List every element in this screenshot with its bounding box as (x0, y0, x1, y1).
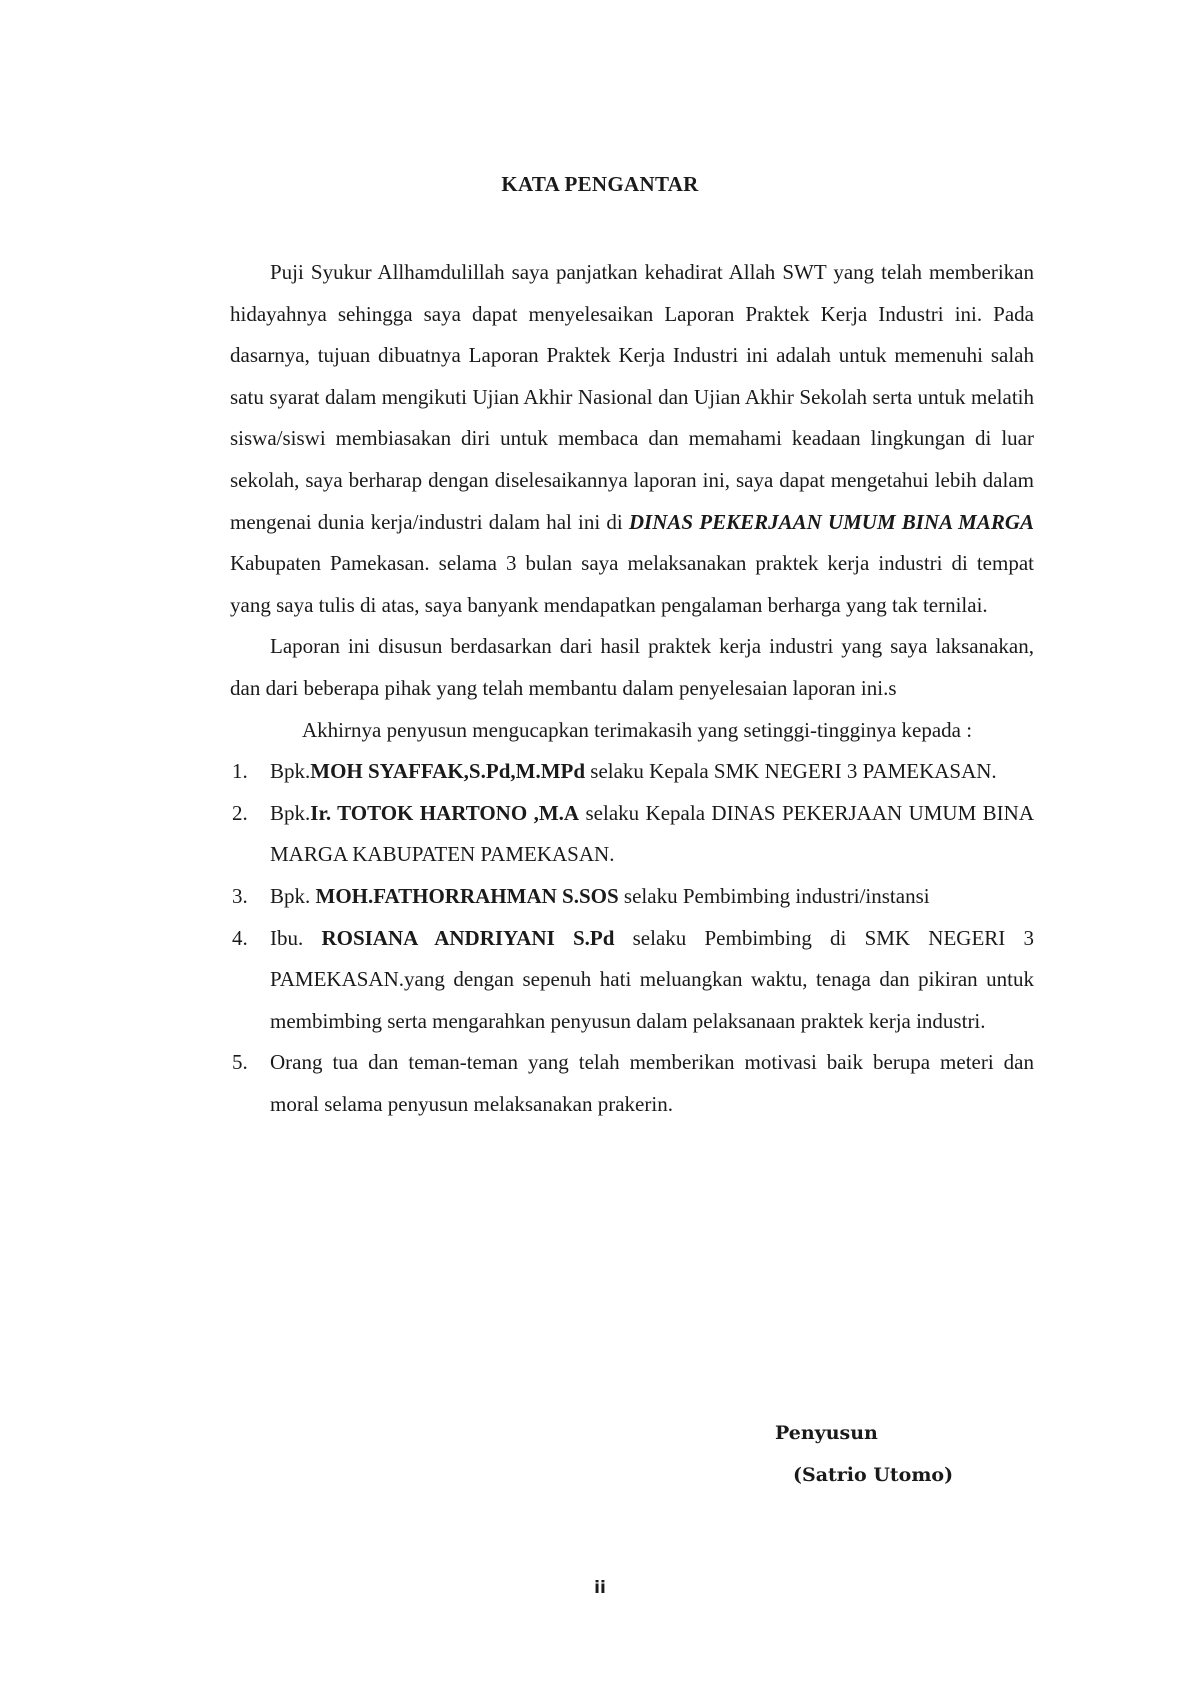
paragraph-intro-tail: Kabupaten Pamekasan. selama 3 bulan saya melaksanakan praktek kerja industri di tempat yang saya tulis di atas, saya banyank mendapatkan pengalaman berharga yang tak ternilai. (230, 551, 1034, 617)
list-item-text: Orang tua dan teman-teman yang telah memberikan motivasi baik berupa meteri dan moral selama penyusun melaksanakan prakerin. (270, 1050, 1034, 1116)
page-number: ii (594, 1578, 606, 1598)
organization-name: DINAS PEKERJAAN UMUM BINA MARGA (628, 509, 1035, 534)
document-body (230, 252, 1034, 1125)
thanks-list (230, 751, 1034, 1125)
list-item (230, 918, 1034, 1043)
signature-name: (Satrio Utomo) (793, 1464, 954, 1486)
list-item-number: 2. (232, 800, 248, 825)
paragraph-basis: Laporan ini disusun berdasarkan dari hasil praktek kerja industri yang saya laksanakan, dan dari beberapa pihak yang telah membantu dalam penyelesaian laporan ini.s (230, 634, 1034, 700)
list-item-prefix: Ibu. (270, 925, 322, 950)
list-item-person: ROSIANA ANDRIYANI S.Pd (321, 925, 615, 950)
list-item-number: 3. (232, 883, 248, 908)
list-item-person: MOH SYAFFAK,S.Pd,M.MPd (310, 759, 586, 784)
list-item-role: selaku Kepala SMK NEGERI 3 PAMEKASAN. (585, 759, 997, 784)
list-item-role: selaku Pembimbing industri/instansi (618, 883, 930, 908)
list-item-number: 4. (232, 925, 248, 950)
paragraph-intro-text: Puji Syukur Allhamdulillah saya panjatkan kehadirat Allah SWT yang telah memberikan hidayahnya sehingga saya dapat menyelesaikan Laporan Praktek Kerja Industri ini. Pada dasarnya, tujuan dibuatnya Laporan Praktek Kerja Industri ini adalah untuk memenuhi salah satu syarat dalam mengikuti Ujian Akhir Nasional dan Ujian Akhir Sekolah serta untuk melatih siswa/siswi membiasakan diri untuk membaca dan memahami keadaan lingkungan di luar sekolah, saya berharap dengan diselesaikannya laporan ini, saya dapat mengetahui lebih dalam mengenai dunia kerja/industri dalam hal ini di (230, 260, 1034, 534)
list-item-prefix: Bpk. (270, 883, 316, 908)
list-item (230, 793, 1034, 876)
signature-label: Penyusun (775, 1422, 878, 1444)
list-item-role: selaku Kepala DINAS PEKERJAAN UMUM BINA MARGA KABUPATEN PAMEKASAN. (270, 800, 1034, 867)
list-item-role: selaku Pembimbing di SMK NEGERI 3 PAMEKASAN.yang dengan sepenuh hati meluangkan waktu, tenaga dan pikiran untuk membimbing serta mengarahkan penyusun dalam pelaksanaan praktek kerja industri. (270, 925, 1034, 1033)
list-item-prefix: Bpk. (270, 800, 311, 825)
paragraph-intro (230, 252, 1034, 626)
list-item-number: 5. (232, 1050, 248, 1075)
page-title: KATA PENGANTAR (501, 172, 699, 196)
list-item (230, 751, 1034, 793)
list-item (230, 876, 1034, 918)
list-item-prefix: Bpk. (270, 759, 311, 784)
paragraph-thanks-intro: Akhirnya penyusun mengucapkan terimakasih yang setinggi-tingginya kepada : (302, 717, 973, 742)
list-item (230, 1042, 1034, 1125)
list-item-person: MOH.FATHORRAHMAN S.SOS (315, 883, 619, 908)
list-item-person: Ir. TOTOK HARTONO ,M.A (310, 800, 580, 825)
list-item-number: 1. (232, 759, 248, 784)
